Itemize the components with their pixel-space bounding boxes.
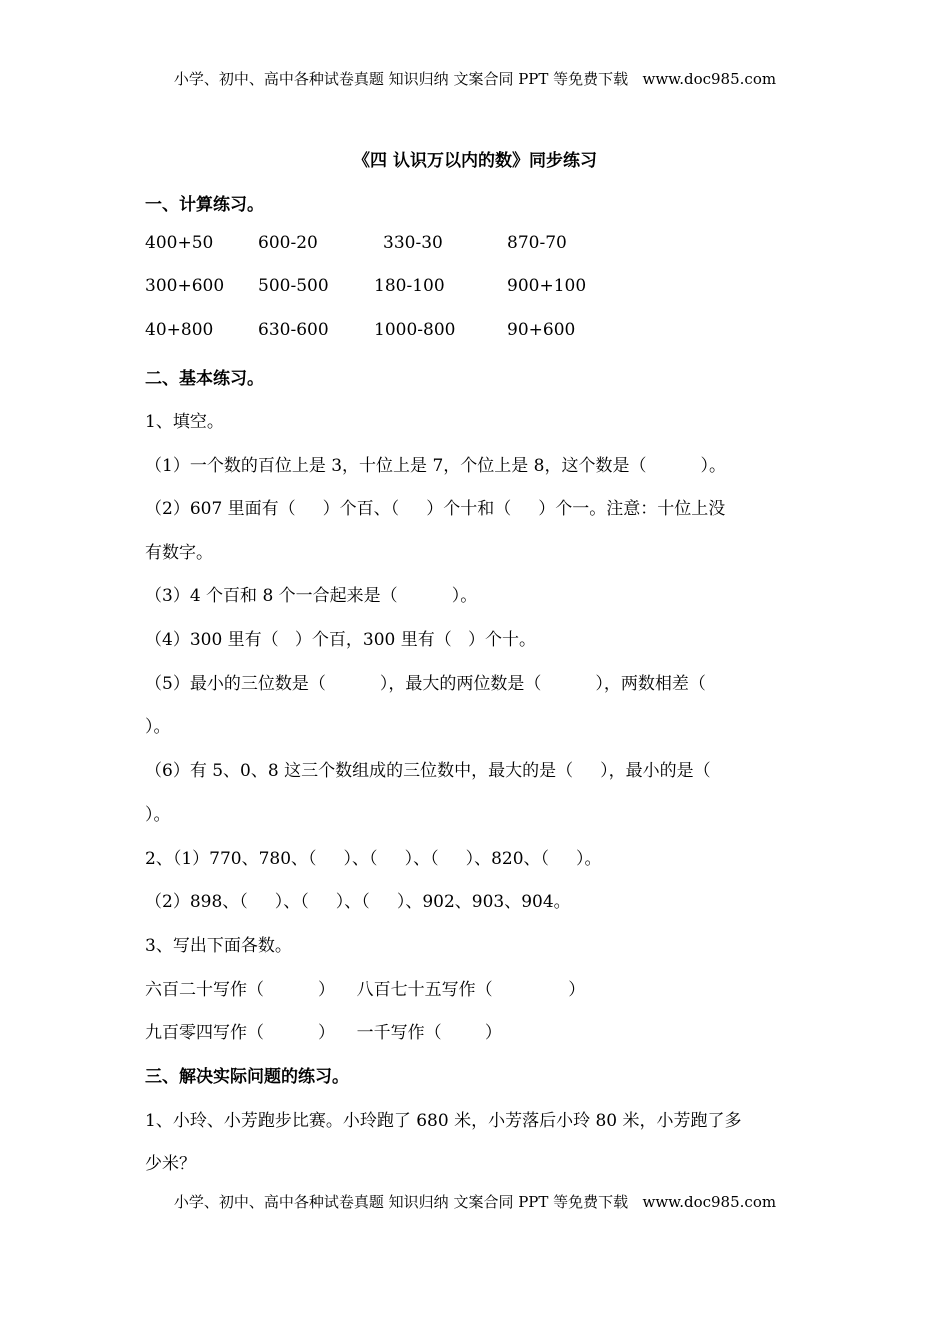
calc-item: 630-600: [258, 320, 329, 340]
calc-item: 300+600: [145, 276, 225, 296]
question-3-row-b: 九百零四写作（ ） 一千写作（ ）: [145, 1023, 502, 1043]
question-1-2-line1: （2）607 里面有（ ）个百、（ ）个十和（ ）个一。注意：十位上没: [145, 499, 726, 519]
question-1-6-line1: （6）有 5、0、8 这三个数组成的三位数中，最大的是（ ），最小的是（: [145, 761, 711, 781]
question-1-4: （4）300 里有（ ）个百，300 里有（ ）个十。: [145, 630, 536, 650]
question-3-title: 3、写出下面各数。: [145, 936, 292, 956]
calc-item: 900+100: [507, 276, 587, 296]
calc-item: 180-100: [374, 276, 445, 296]
page-footer: 小学、初中、高中各种试卷真题 知识归纳 文案合同 PPT 等免费下载 www.doc985.com: [173, 1193, 777, 1211]
problem-1-line2: 少米？: [145, 1154, 196, 1174]
question-1-1: （1）一个数的百位上是 3，十位上是 7，个位上是 8，这个数是（ ）。: [145, 456, 727, 476]
calc-item: 330-30: [383, 233, 443, 253]
calc-item: 870-70: [507, 233, 567, 253]
calc-item: 500-500: [258, 276, 329, 296]
question-1-5-line1: （5）最小的三位数是（ ），最大的两位数是（ ），两数相差（: [145, 674, 706, 694]
question-2-2: （2）898、（ ）、（ ）、（ ）、902、903、904。: [145, 892, 571, 912]
page-title: 《四 认识万以内的数》同步练习: [353, 151, 597, 171]
calc-item: 400+50: [145, 233, 214, 253]
page-header: 小学、初中、高中各种试卷真题 知识归纳 文案合同 PPT 等免费下载 www.doc985.com: [173, 70, 777, 88]
question-1-6-line2: ）。: [145, 805, 171, 825]
section-1-heading: 一、计算练习。: [145, 195, 264, 215]
question-3-row-a: 六百二十写作（ ） 八百七十五写作（ ）: [145, 980, 586, 1000]
calc-item: 40+800: [145, 320, 214, 340]
section-3-heading: 三、解决实际问题的练习。: [145, 1067, 349, 1087]
calc-item: 90+600: [507, 320, 576, 340]
calc-item: 600-20: [258, 233, 318, 253]
question-1-3: （3）4 个百和 8 个一合起来是（ ）。: [145, 586, 478, 606]
question-1-5-line2: ）。: [145, 717, 171, 737]
question-2-1: 2、（1）770、780、（ ）、（ ）、（ ）、820、（ ）。: [145, 849, 602, 869]
question-1-2-line2: 有数字。: [145, 543, 213, 563]
question-1-title: 1、填空。: [145, 412, 224, 432]
calc-item: 1000-800: [374, 320, 456, 340]
section-2-heading: 二、基本练习。: [145, 369, 264, 389]
problem-1-line1: 1、小玲、小芳跑步比赛。小玲跑了 680 米，小芳落后小玲 80 米，小芳跑了多: [145, 1111, 742, 1131]
